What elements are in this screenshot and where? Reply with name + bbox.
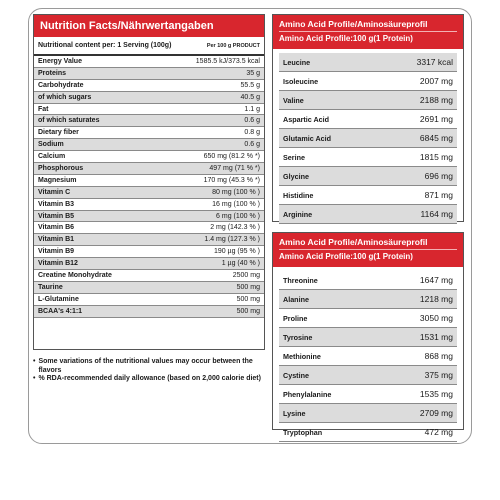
row-value: 3050 mg: [419, 313, 453, 323]
row-value: 16 mg (100 % ): [212, 200, 260, 208]
table-row: [34, 258, 264, 270]
amino-rows: [273, 267, 463, 442]
row-value: 3317 kcal: [416, 57, 453, 67]
table-row: [279, 91, 457, 110]
table-row: [34, 282, 264, 294]
table-row: [34, 139, 264, 151]
table-row: [279, 309, 457, 328]
row-label: Dietary fiber: [38, 129, 79, 137]
row-value: 0.8 g: [244, 129, 260, 137]
row-label: Alanine: [283, 294, 309, 304]
row-label: Arginine: [283, 209, 313, 219]
row-label: Energy Value: [38, 57, 82, 65]
row-value: 1 µg (40 % ): [221, 260, 260, 268]
row-label: Histidine: [283, 190, 314, 200]
table-row: [279, 53, 457, 72]
row-label: Vitamin B5: [38, 212, 75, 220]
bullet-icon: •: [33, 358, 36, 365]
row-value: 650 mg (81.2 % *): [203, 153, 260, 161]
row-label: Vitamin C: [38, 188, 71, 196]
row-value: 2500 mg: [232, 271, 260, 279]
row-label: L-Glutamine: [38, 295, 79, 303]
row-value: 55.5 g: [240, 81, 260, 89]
row-value: 6845 mg: [419, 133, 453, 143]
footnote: • % RDA-recommended daily allowance (based on 2,000 calorie diet): [33, 375, 261, 382]
table-row: [34, 270, 264, 282]
table-row: [34, 92, 264, 104]
row-label: Carbohydrate: [38, 81, 84, 89]
row-label: Lysine: [283, 408, 306, 418]
row-label: Phenylalanine: [283, 389, 332, 399]
row-value: 1585.5 kJ/373.5 kcal: [195, 57, 260, 65]
table-row: [279, 404, 457, 423]
row-value: 1815 mg: [419, 152, 453, 162]
row-label: Magnesium: [38, 176, 77, 184]
row-value: 1535 mg: [419, 389, 453, 399]
amino-title: Amino Acid Profile/Aminosäureprofil: [279, 19, 428, 29]
table-row: [34, 80, 264, 92]
row-label: Vitamin B6: [38, 224, 75, 232]
row-value: 35 g: [246, 69, 260, 77]
row-value: 0.6 g: [244, 117, 260, 125]
table-row: [34, 187, 264, 199]
table-row: [279, 167, 457, 186]
row-value: 6 mg (100 % ): [216, 212, 260, 220]
row-label: Creatine Monohydrate: [38, 271, 112, 279]
row-value: 1164 mg: [420, 209, 453, 219]
row-label: Methionine: [283, 351, 321, 361]
row-label: Threonine: [283, 275, 318, 285]
per-100g-label: Per 100 g PRODUCT: [206, 42, 260, 49]
amino-subtitle: Amino Acid Profile:100 g(1 Protein): [279, 249, 457, 263]
row-value: 497 mg (71 % *): [209, 164, 260, 172]
table-row: [279, 271, 457, 290]
table-row: [34, 222, 264, 234]
row-value: 2188 mg: [419, 95, 453, 105]
row-value: 1218 mg: [419, 294, 453, 304]
row-value: 2709 mg: [419, 408, 453, 418]
table-row: [34, 127, 264, 139]
row-value: 2007 mg: [419, 76, 453, 86]
row-label: Vitamin B3: [38, 200, 75, 208]
row-label: Proteins: [38, 69, 67, 77]
row-value: 2691 mg: [419, 114, 453, 124]
row-label: Glutamic Acid: [283, 133, 332, 143]
table-row: [34, 306, 264, 318]
table-row: [279, 423, 457, 442]
row-label: Vitamin B12: [38, 260, 78, 268]
row-label: Phosphorous: [38, 164, 84, 172]
row-label: Tryptophan: [283, 427, 323, 437]
row-value: 500 mg: [236, 295, 260, 303]
table-row: [34, 68, 264, 80]
row-label: BCAA's 4:1:1: [38, 307, 83, 315]
table-row: [34, 115, 264, 127]
table-row: [279, 347, 457, 366]
amino-profile-panel-2: [272, 232, 464, 437]
row-value: 472 mg: [424, 427, 453, 437]
row-value: 1647 mg: [419, 275, 453, 285]
row-value: 500 mg: [236, 283, 260, 291]
amino-header: [273, 233, 463, 267]
table-row: [34, 175, 264, 187]
table-row: [279, 186, 457, 205]
amino-header: [273, 15, 463, 49]
row-value: 1531 mg: [419, 332, 453, 342]
table-row: [34, 104, 264, 116]
row-label: Valine: [283, 95, 304, 105]
table-row: [34, 151, 264, 163]
row-label: Sodium: [38, 141, 64, 149]
row-value: 170 mg (45.3 % *): [203, 176, 260, 184]
row-label: Calcium: [38, 153, 66, 161]
table-row: [279, 205, 457, 224]
row-label: Leucine: [283, 57, 311, 67]
table-row: [34, 199, 264, 211]
row-value: 80 mg (100 % ): [212, 188, 260, 196]
row-value: 871 mg: [424, 190, 453, 200]
row-label: Fat: [38, 105, 49, 113]
row-value: 2 mg (142.3 % ): [210, 224, 260, 232]
row-label: Vitamin B9: [38, 248, 75, 256]
row-value: 190 µg (95 % ): [213, 248, 260, 256]
nutrition-title: Nutrition Facts/Nährwertangaben: [34, 15, 264, 37]
row-value: 696 mg: [424, 171, 453, 181]
amino-subtitle: Amino Acid Profile:100 g(1 Protein): [279, 31, 457, 45]
row-label: Proline: [283, 313, 308, 323]
table-row: [279, 328, 457, 347]
row-label: Isoleucine: [283, 76, 319, 86]
row-label: of which saturates: [38, 117, 100, 125]
row-label: Vitamin B1: [38, 236, 75, 244]
table-row: [279, 148, 457, 167]
row-value: 0.6 g: [244, 141, 260, 149]
table-row: [279, 290, 457, 309]
table-row: [279, 110, 457, 129]
row-label: Taurine: [38, 283, 63, 291]
row-value: 40.5 g: [240, 93, 260, 101]
amino-profile-panel-1: [272, 14, 464, 222]
row-value: 1.1 g: [244, 105, 260, 113]
nutrition-rows: [34, 56, 264, 318]
row-label: Tyrosine: [283, 332, 313, 342]
table-row: [34, 211, 264, 223]
nutrition-facts-panel: [33, 14, 265, 350]
table-row: [34, 234, 264, 246]
table-row: [34, 294, 264, 306]
nutrition-serving-row: [34, 37, 264, 56]
footnote: • Some variations of the nutritional values may occur between the flavors: [33, 358, 253, 374]
table-row: [279, 385, 457, 404]
table-row: [34, 56, 264, 68]
table-row: [34, 246, 264, 258]
serving-label: Nutritional content per: 1 Serving (100g): [38, 42, 172, 49]
table-row: [279, 129, 457, 148]
row-label: Cystine: [283, 370, 309, 380]
table-row: [279, 72, 457, 91]
amino-title: Amino Acid Profile/Aminosäureprofil: [279, 237, 428, 247]
row-label: Aspartic Acid: [283, 114, 330, 124]
row-value: 868 mg: [424, 351, 453, 361]
table-row: [34, 163, 264, 175]
row-label: of which sugars: [38, 93, 92, 101]
row-label: Glycine: [283, 171, 309, 181]
footnotes: [33, 358, 265, 384]
amino-rows: [273, 49, 463, 224]
row-label: Serine: [283, 152, 305, 162]
row-value: 1.4 mg (127.3 % ): [204, 236, 260, 244]
bullet-icon: •: [33, 375, 36, 382]
row-value: 375 mg: [424, 370, 453, 380]
table-row: [279, 366, 457, 385]
row-value: 500 mg: [236, 307, 260, 315]
